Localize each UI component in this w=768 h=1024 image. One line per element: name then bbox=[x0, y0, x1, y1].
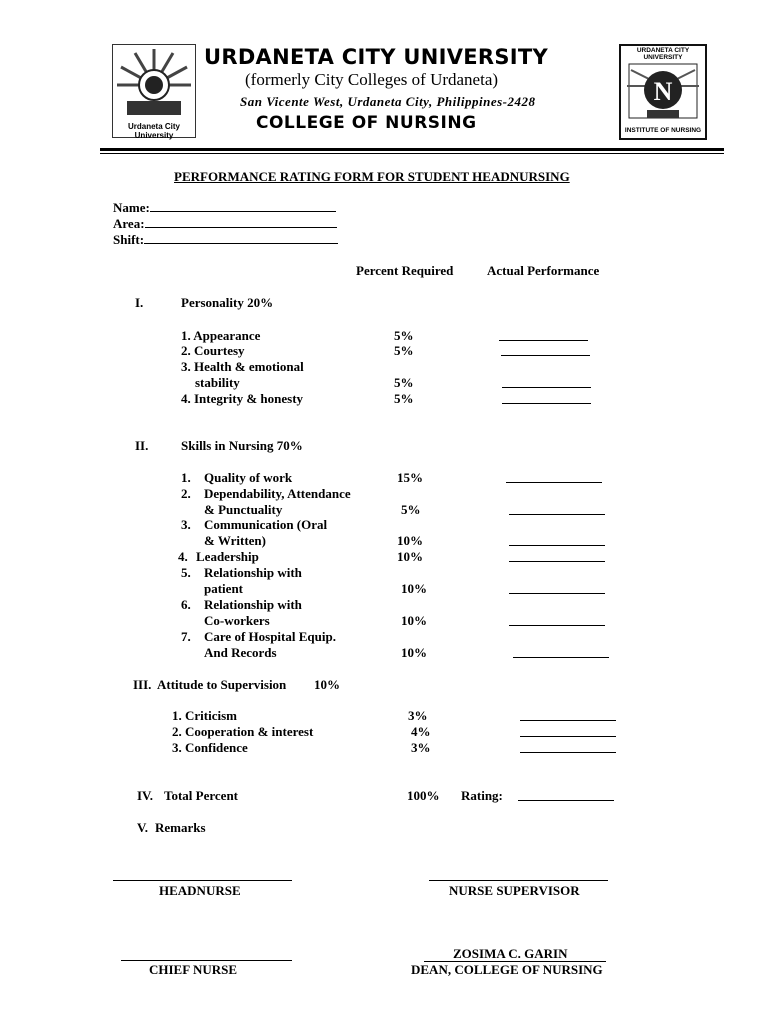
university-name: URDANETA CITY UNIVERSITY bbox=[204, 45, 549, 69]
item-percent: 5% bbox=[394, 391, 414, 406]
item-percent: 10% bbox=[401, 645, 427, 660]
section-numeral: II. bbox=[135, 438, 149, 453]
caduceus-n-icon bbox=[621, 56, 705, 126]
nurse-supervisor-signature-line[interactable] bbox=[429, 880, 608, 881]
item-label: 3. Confidence bbox=[172, 740, 248, 755]
item-percent: 5% bbox=[401, 502, 421, 517]
item-label: 1. Criticism bbox=[172, 708, 237, 723]
item-percent: 10% bbox=[401, 581, 427, 596]
item-label: Quality of work bbox=[204, 470, 293, 485]
item-percent: 10% bbox=[397, 533, 423, 548]
item-number: 1. bbox=[181, 470, 191, 485]
section-title: Skills in Nursing 70% bbox=[181, 438, 303, 453]
dean-title: DEAN, COLLEGE OF NURSING bbox=[411, 962, 603, 977]
section-title-percent: 10% bbox=[314, 677, 340, 692]
item-label-cont: patient bbox=[204, 581, 243, 596]
sunburst-seal-icon bbox=[113, 45, 195, 119]
actual-performance-blank[interactable] bbox=[499, 330, 588, 341]
item-label: Care of Hospital Equip. bbox=[204, 629, 336, 644]
actual-performance-blank[interactable] bbox=[501, 345, 590, 356]
item-number: 4. bbox=[178, 549, 188, 564]
item-number: 7. bbox=[181, 629, 191, 644]
item-label-cont: & Written) bbox=[204, 533, 266, 548]
dean-name: ZOSIMA C. GARIN bbox=[453, 946, 568, 961]
item-percent: 4% bbox=[411, 724, 431, 739]
item-label: 3. Health & emotional bbox=[181, 359, 304, 374]
item-label: 2. Cooperation & interest bbox=[172, 724, 314, 739]
item-label: Relationship with bbox=[204, 597, 302, 612]
right-logo-bottom-text: INSTITUTE OF NURSING bbox=[624, 127, 702, 134]
nurse-supervisor-label: NURSE SUPERVISOR bbox=[449, 883, 580, 898]
item-percent: 5% bbox=[394, 375, 414, 390]
chief-nurse-label: CHIEF NURSE bbox=[149, 962, 238, 977]
actual-performance-blank[interactable] bbox=[520, 710, 616, 721]
item-number: 2. bbox=[181, 486, 191, 501]
section-title: Personality 20% bbox=[181, 295, 274, 310]
headnurse-label: HEADNURSE bbox=[159, 883, 241, 898]
item-percent: 15% bbox=[397, 470, 423, 485]
item-label: Relationship with bbox=[204, 565, 302, 580]
header-rule-thin bbox=[100, 153, 724, 154]
svg-text:N: N bbox=[653, 77, 673, 106]
item-percent: 3% bbox=[411, 740, 431, 755]
remarks-label: Remarks bbox=[155, 820, 206, 835]
name-field[interactable] bbox=[113, 200, 336, 216]
item-percent: 5% bbox=[394, 343, 414, 358]
item-label: Dependability, Attendance bbox=[204, 486, 351, 501]
actual-performance-blank[interactable] bbox=[509, 615, 605, 626]
remarks-numeral: V. bbox=[137, 820, 148, 835]
item-label: 1. Appearance bbox=[181, 328, 261, 343]
actual-performance-blank[interactable] bbox=[509, 535, 605, 546]
right-logo-top-text: URDANETA CITY UNIVERSITY bbox=[636, 47, 690, 61]
item-percent: 3% bbox=[408, 708, 428, 723]
col-header-actual: Actual Performance bbox=[487, 263, 600, 278]
actual-performance-blank[interactable] bbox=[513, 647, 609, 658]
item-label-cont: stability bbox=[195, 375, 240, 390]
college-name: COLLEGE OF NURSING bbox=[256, 113, 477, 133]
section-title: Attitude to Supervision bbox=[157, 677, 287, 692]
total-label: Total Percent bbox=[164, 788, 239, 803]
col-header-required: Percent Required bbox=[356, 263, 454, 278]
item-label: Communication (Oral bbox=[204, 517, 328, 532]
shift-field[interactable] bbox=[113, 232, 338, 248]
item-percent: 10% bbox=[397, 549, 423, 564]
actual-performance-blank[interactable] bbox=[520, 742, 616, 753]
name-label: Name: bbox=[113, 200, 150, 215]
area-field[interactable] bbox=[113, 216, 337, 232]
item-number: 6. bbox=[181, 597, 191, 612]
shift-label: Shift: bbox=[113, 232, 145, 247]
rating-blank[interactable] bbox=[518, 790, 614, 801]
total-numeral: IV. bbox=[137, 788, 154, 803]
area-label: Area: bbox=[113, 216, 145, 231]
total-percent: 100% bbox=[407, 788, 440, 803]
header-rule-thick bbox=[100, 148, 724, 151]
item-label: 2. Courtesy bbox=[181, 343, 245, 358]
actual-performance-blank[interactable] bbox=[502, 377, 591, 388]
formerly-line: (formerly City Colleges of Urdaneta) bbox=[245, 70, 499, 89]
left-logo-caption: Urdaneta City University bbox=[127, 122, 180, 140]
actual-performance-blank[interactable] bbox=[506, 472, 602, 483]
actual-performance-blank[interactable] bbox=[520, 726, 616, 737]
actual-performance-blank[interactable] bbox=[509, 504, 605, 515]
university-seal-logo bbox=[112, 44, 196, 138]
item-label-cont: & Punctuality bbox=[204, 502, 283, 517]
form-title: PERFORMANCE RATING FORM FOR STUDENT HEADNURSING bbox=[174, 169, 570, 184]
item-label-cont: Co-workers bbox=[204, 613, 270, 628]
item-percent: 10% bbox=[401, 613, 427, 628]
item-number: 3. bbox=[181, 517, 191, 532]
actual-performance-blank[interactable] bbox=[502, 393, 591, 404]
actual-performance-blank[interactable] bbox=[509, 583, 605, 594]
section-numeral: I. bbox=[135, 295, 144, 310]
actual-performance-blank[interactable] bbox=[509, 551, 605, 562]
address-line: San Vicente West, Urdaneta City, Philippines-2428 bbox=[240, 94, 536, 109]
nursing-institute-logo bbox=[619, 44, 707, 140]
chief-nurse-signature-line[interactable] bbox=[121, 960, 292, 961]
rating-label: Rating: bbox=[461, 788, 503, 803]
item-number: 5. bbox=[181, 565, 191, 580]
item-percent: 5% bbox=[394, 328, 414, 343]
item-label-cont: And Records bbox=[204, 645, 277, 660]
headnurse-signature-line[interactable] bbox=[113, 880, 292, 881]
section-numeral: III. bbox=[133, 677, 152, 692]
item-label: 4. Integrity & honesty bbox=[181, 391, 304, 406]
item-label: Leadership bbox=[196, 549, 259, 564]
